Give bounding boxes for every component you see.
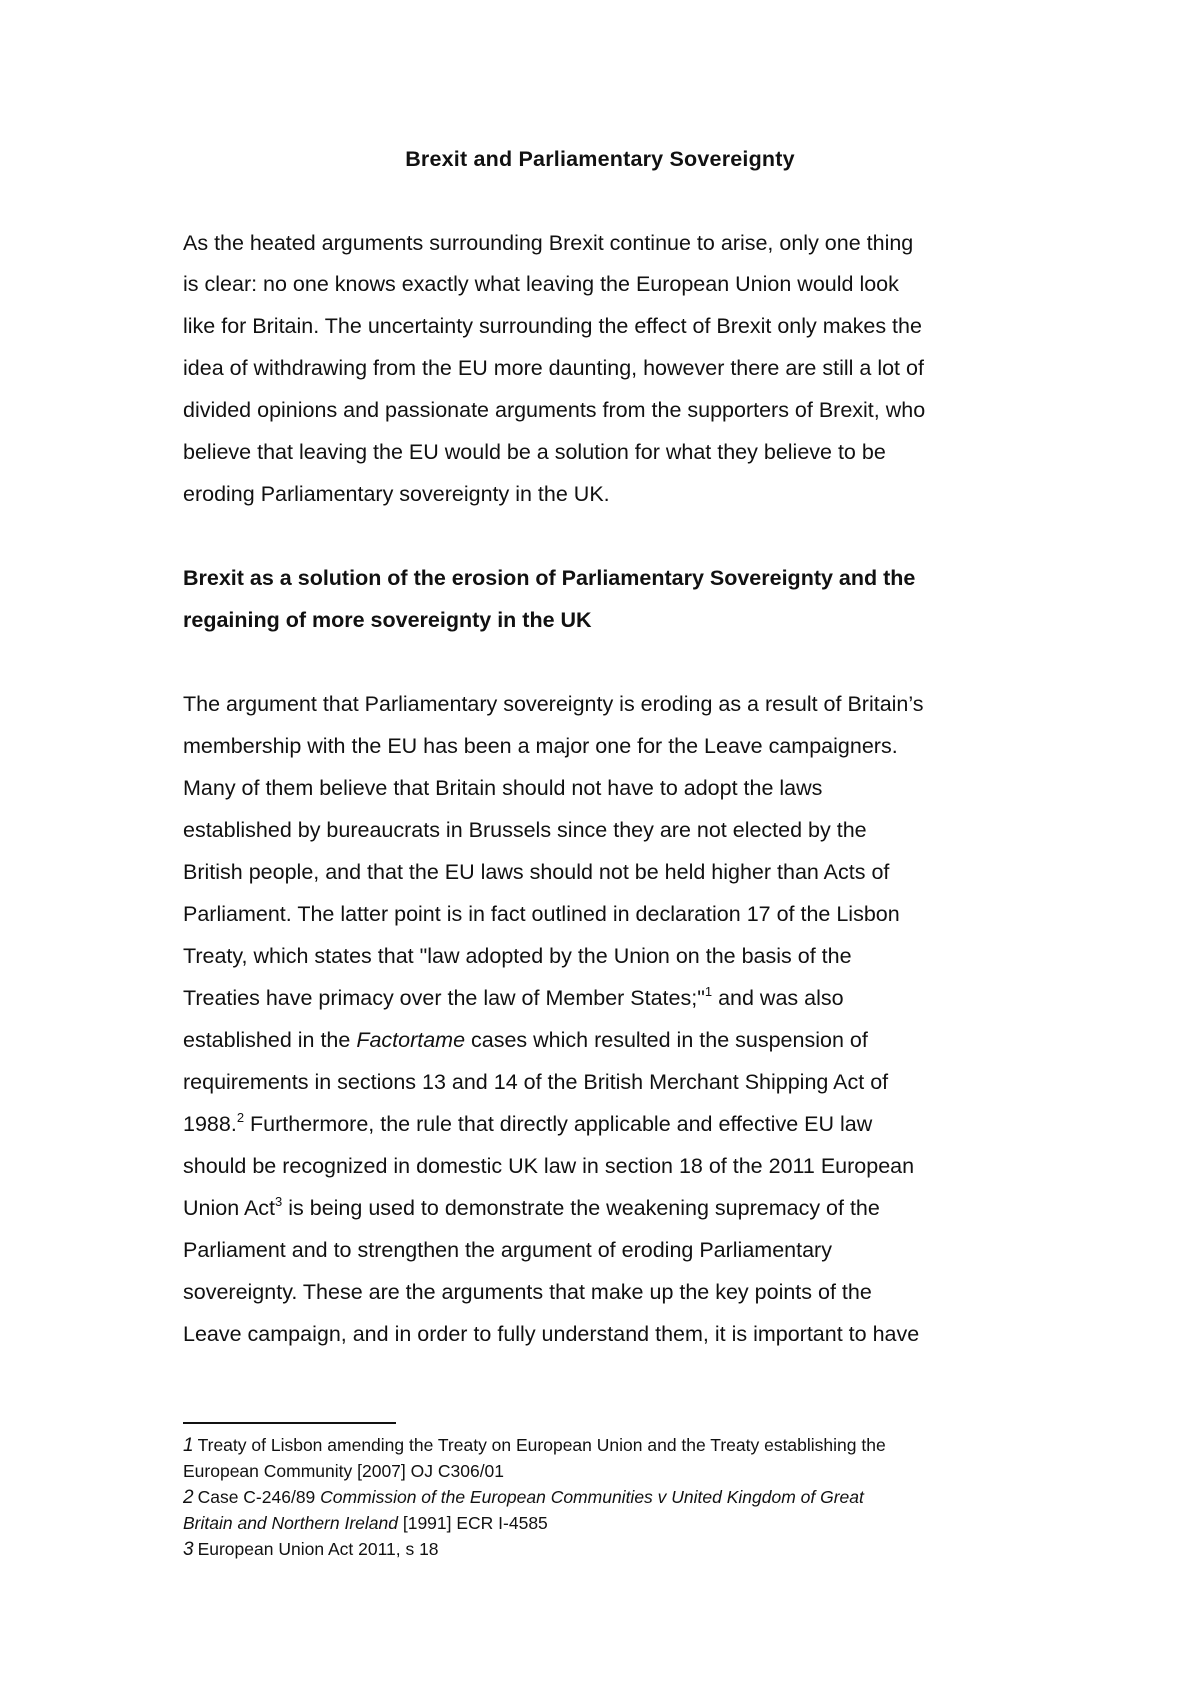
body-text: Union Act [183,1196,276,1220]
document-title: Brexit and Parliamentary Sovereignty [405,147,795,171]
body-text: is being used to demonstrate the weakening supremacy of the [282,1196,880,1220]
footnote-1-continuation: European Community [2007] OJ C306/01 [183,1461,505,1481]
case-name-italic: Commission of the European Communities v United Kingdom of Great [320,1487,864,1507]
section-heading-line: regaining of more sovereignty in the UK [183,608,592,632]
body-line: membership with the EU has been a major one for the Leave campaigners. [183,734,898,758]
intro-line: As the heated arguments surrounding Brexit continue to arise, only one thing [183,231,914,255]
footnote-2-continuation [183,1510,1043,1536]
body-text: established in the [183,1028,357,1052]
body-line: The argument that Parliamentary sovereignty is eroding as a result of Britain’s [183,692,924,716]
intro-line: divided opinions and passionate arguments from the supporters of Brexit, who [183,398,926,422]
case-name-italic: Factortame [356,1028,466,1052]
intro-line: eroding Parliamentary sovereignty in the UK. [183,482,610,506]
body-line: Many of them believe that Britain should not have to adopt the laws [183,776,823,800]
body-line: Parliament and to strengthen the argument of eroding Parliamentary [183,1238,832,1262]
footnote-ref-3[interactable]: 3 [275,1194,283,1209]
footnote-separator [183,1422,396,1424]
case-name-italic: Britain and Northern Ireland [183,1513,398,1533]
intro-line: is clear: no one knows exactly what leaving the European Union would look [183,272,899,296]
body-text: 1988. [183,1112,237,1136]
intro-line: like for Britain. The uncertainty surrounding the effect of Brexit only makes the [183,314,922,338]
footnote-number: 1 [183,1435,194,1456]
intro-line: idea of withdrawing from the EU more daunting, however there are still a lot of [183,356,924,380]
body-text: Furthermore, the rule that directly applicable and effective EU law [244,1112,873,1136]
footnote-text: [1991] ECR I-4585 [397,1513,548,1533]
body-line: requirements in sections 13 and 14 of the British Merchant Shipping Act of [183,1070,889,1094]
body-line [183,1193,1043,1223]
body-line: should be recognized in domestic UK law in section 18 of the 2011 European [183,1154,915,1178]
body-text: Treaties have primacy over the law of Member States;" [183,986,705,1010]
section-heading-line: Brexit as a solution of the erosion of Parliamentary Sovereignty and the [183,566,916,590]
footnote-number: 2 [183,1487,194,1508]
footnote-text: Case C-246/89 [197,1487,321,1507]
footnote-ref-1[interactable]: 1 [704,984,713,999]
footnote-number: 3 [183,1539,194,1560]
footnote-text: European Union Act 2011, s 18 [197,1539,439,1559]
body-line: Leave campaign, and in order to fully understand them, it is important to have [183,1322,920,1346]
footnote-text: Treaty of Lisbon amending the Treaty on European Union and the Treaty establishing the [197,1435,886,1455]
footnote-ref-2[interactable]: 2 [236,1110,245,1125]
body-line [183,1109,1043,1139]
body-line: established by bureaucrats in Brussels since they are not elected by the [183,818,867,842]
body-text: cases which resulted in the suspension of [465,1028,868,1052]
footnote-3 [183,1536,1043,1563]
footnote-1 [183,1432,1043,1459]
body-line: Parliament. The latter point is in fact outlined in declaration 17 of the Lisbon [183,902,900,926]
intro-line: believe that leaving the EU would be a solution for what they believe to be [183,440,886,464]
body-line [183,1025,1043,1055]
footnote-2 [183,1484,1043,1511]
body-line: sovereignty. These are the arguments that make up the key points of the [183,1280,872,1304]
body-line: Treaty, which states that "law adopted by the Union on the basis of the [183,944,852,968]
body-line: British people, and that the EU laws should not be held higher than Acts of [183,860,890,884]
body-text: and was also [712,986,844,1010]
body-line [183,983,1043,1013]
